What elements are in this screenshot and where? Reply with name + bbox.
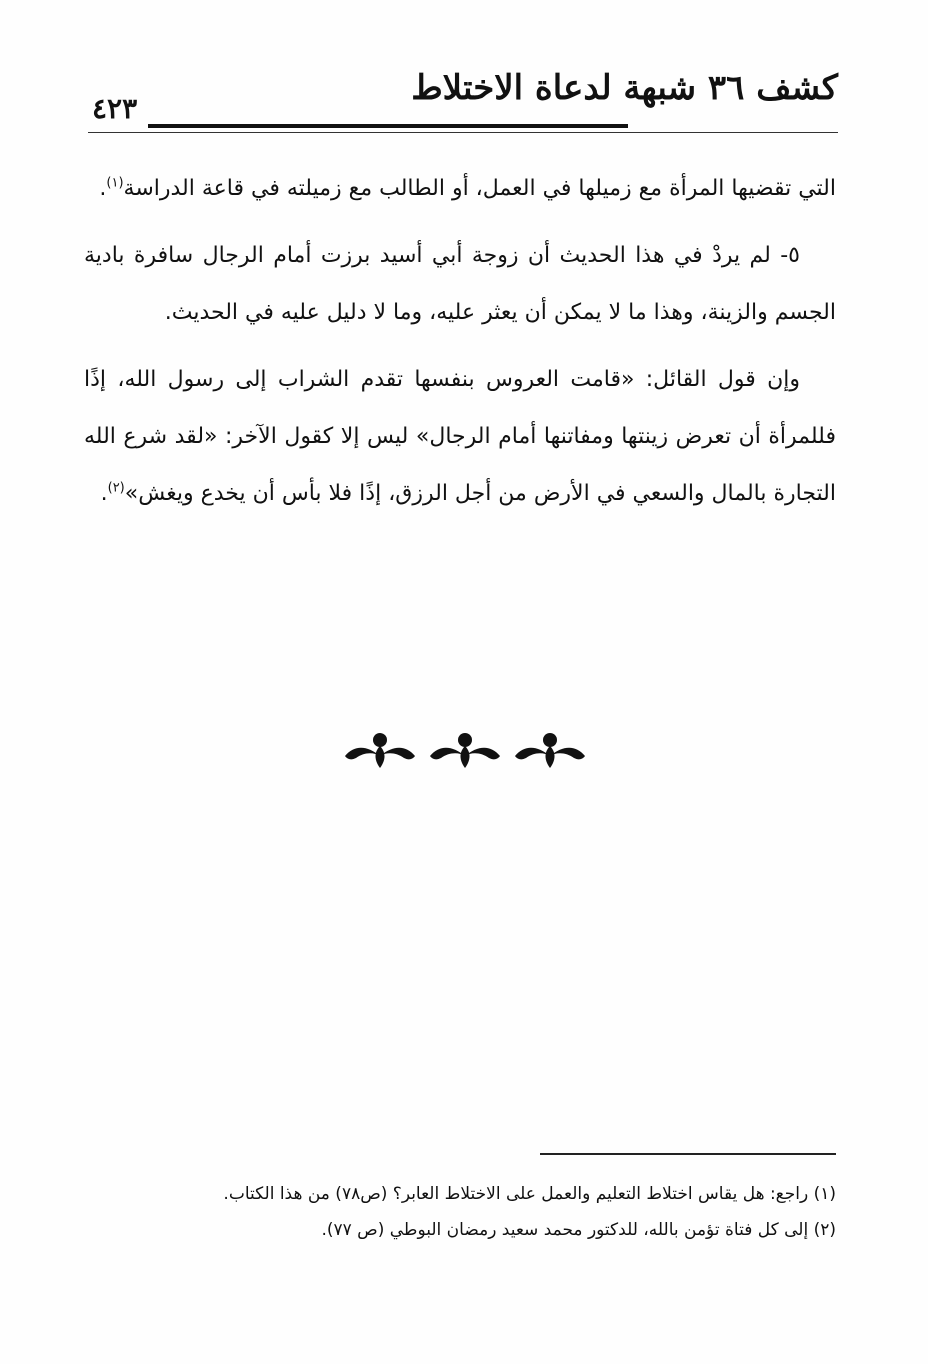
header-rule-thin bbox=[88, 132, 838, 133]
footnote-ref-2: (٢) bbox=[107, 480, 125, 496]
footnote-2: (٢) إلى كل فتاة تؤمن بالله، للدكتور محمد سعيد رمضان البوطي (ص ٧٧). bbox=[321, 1220, 836, 1240]
paragraph-3 bbox=[84, 351, 836, 522]
paragraph-1-end: . bbox=[99, 176, 107, 201]
ornament-motif-3 bbox=[515, 733, 585, 768]
paragraph-3-end: . bbox=[100, 481, 108, 506]
footnotes bbox=[84, 1176, 836, 1248]
footnote-1: (١) راجع: هل يقاس اختلاط التعليم والعمل على الاختلاط العابر؟ (ص٧٨) من هذا الكتاب. bbox=[223, 1184, 836, 1204]
main-text bbox=[84, 160, 836, 532]
section-ornament-icon bbox=[340, 728, 590, 778]
paragraph-1-text: التي تقضيها المرأة مع زميلها في العمل، أو الطالب مع زميلته في قاعة الدراسة bbox=[123, 176, 836, 201]
page-number: ٤٢٣ bbox=[92, 92, 138, 125]
header-rule bbox=[148, 124, 628, 128]
ornament-motif-1 bbox=[345, 733, 415, 768]
footnote-ref-1: (١) bbox=[106, 175, 124, 191]
paragraph-1 bbox=[84, 160, 836, 217]
footnote-separator bbox=[540, 1153, 836, 1155]
ornament-motif-2 bbox=[430, 733, 500, 768]
paragraph-3-text: وإن قول القائل: «قامت العروس بنفسها تقدم الشراب إلى رسول الله، إذًا فللمرأة أن تعرض زينتها ومفاتنها أمام الرجال» ليس إلا كقول الآخر: «لقد شرع الله التجارة بالمال والسعي في الأرض من أجل الرزق، إذًا فلا بأس أن يخدع ويغش» bbox=[84, 367, 836, 506]
paragraph-2: ٥- لم يردْ في هذا الحديث أن زوجة أبي أسيد برزت أمام الرجال سافرة بادية الجسم والزينة، وهذا ما لا يمكن أن يعثر عليه، وما لا دليل عليه في الحديث. bbox=[84, 243, 836, 325]
page-header bbox=[88, 62, 838, 142]
running-title: كشف ٣٦ شبهة لدعاة الاختلاط bbox=[411, 68, 838, 108]
